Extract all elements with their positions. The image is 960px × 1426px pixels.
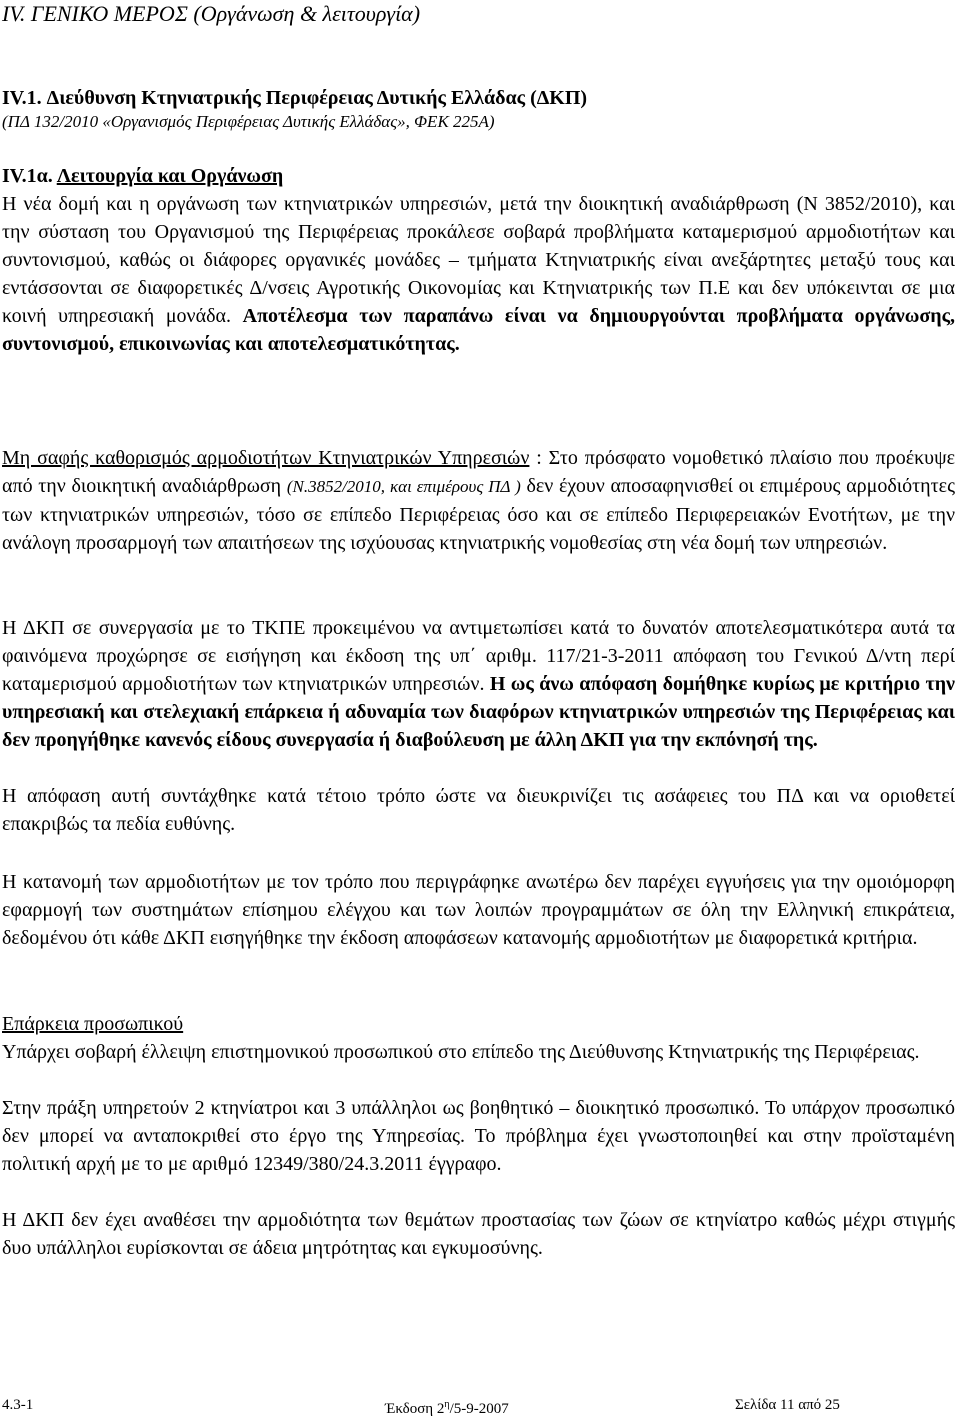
subsection-number: IV.1α. — [2, 165, 57, 187]
section-subtitle: (ΠΔ 132/2010 «Οργανισμός Περιφέρειας Δυτικής Ελλάδας», ΦΕΚ 225Α) — [2, 112, 495, 131]
decision-basis-text: Η ως άνω απόφαση δομήθηκε κυρίως με κριτήριο την υπηρεσιακή και στελεχιακή επάρκεια ή αδυναμία των διαφόρων κτηνιατρικών υπηρεσιών της Περιφέρειας και δεν προηγήθηκε κανενός είδους συνεργασία ή διαβούλευση με άλλη ΔΚΠ για την εκπόνησή της. — [2, 673, 955, 751]
staff-paragraph-1: Υπάρχει σοβαρή έλλειψη επιστημονικού προσωπικού στο επίπεδο της Διεύθυνσης Κτηνιατρικής της Περιφέρειας. — [2, 1041, 920, 1063]
footer-edition-a: Έκδοση 2 — [385, 1401, 445, 1417]
allocation-paragraph: Η κατανομή των αρμοδιοτήτων με τον τρόπο που περιγράφηκε ανωτέρω δεν παρέχει εγγυήσεις για την ομοιόμορφη εφαρμογή των συστημάτων επίσημου ελέγχου και των λοιπών προγραμμάτων σε όλη την Ελληνική επικράτεια, δεδομένου ότι κάθε ΔΚΠ εισηγήθηκε την έκδοση αποφάσεων κατανομής αρμοδιοτήτων με διαφορετικά κριτήρια. — [2, 871, 955, 949]
organisation-consequence: Αποτέλεσμα των παραπάνω είναι να δημιουργούνται προβλήματα οργάνωσης, συντονισμού, επικοινωνίας και αποτελεσματικότητας. — [2, 305, 956, 355]
competence-text-b: δεν έχουν αποσαφηνισθεί οι επιμέρους αρμοδιότητες των κτηνιατρικών υπηρεσιών, τόσο σε επίπεδο Περιφέρειας όσο και σε επίπεδο Περιφερειακών Ενοτήτων, με την ανάλογη προσαρμογή των απαιτήσεων της ισχύουσας κτηνιατρικής νομοθεσίας στη νέα δομή των υπηρεσιών. — [2, 475, 955, 554]
footer-edition-b: /5-9-2007 — [449, 1401, 509, 1417]
organisation-text: Η νέα δομή και η οργάνωση των κτηνιατρικών υπηρεσιών, μετά την διοικητική αναδιάρθρωση (Ν 3852/2010), και την σύσταση του Οργανισμού της Περιφέρειας προκάλεσε σοβαρά προβλήματα καταμερισμού αρμοδιοτήτων και συντονισμού, καθώς οι διάφορες οργανικές μονάδες – τμήματα Κτηνιατρικής είναι ανεξάρτητες μεταξύ τους και εντάσσονται σε διαφορετικές Δ/νσεις Αγροτικής Οικονομίας και Κτηνιατρικής των Π.Ε και δεν υπόκεινται σε μια κοινή υπηρεσιακή μονάδα. — [2, 193, 955, 327]
chapter-heading: IV. ΓΕΝΙΚΟ ΜΕΡΟΣ (Οργάνωση & λειτουργία) — [2, 1, 421, 26]
staff-paragraph-3: Η ΔΚΠ δεν έχει αναθέσει την αρμοδιότητα των θεμάτων προστασίας των ζώων σε κτηνίατρο καθώς μέχρι στιγμής δυο υπάλληλοι ευρίσκονται σε άδεια μητρότητας και εγκυμοσύνης. — [2, 1209, 955, 1259]
competence-paragraph — [2, 444, 955, 557]
footer-edition-sup: η — [444, 1399, 450, 1410]
organisation-paragraph — [2, 190, 955, 358]
staff-heading: Επάρκεια προσωπικού — [2, 1013, 184, 1035]
competence-topic: Μη σαφής καθορισμός αρμοδιοτήτων Κτηνιατρικών Υπηρεσιών — [2, 447, 530, 469]
footer-code: 4.3-1 — [2, 1397, 34, 1413]
subsection-heading — [2, 162, 955, 190]
competence-text-a: : Στο πρόσφατο νομοθετικό πλαίσιο που προέκυψε από την διοικητική αναδιάρθρωση — [2, 447, 955, 497]
decision-paragraph-2: Η απόφαση αυτή συντάχθηκε κατά τέτοιο τρόπο ώστε να διευκρινίζει τις ασάφειες του ΠΔ και να οριοθετεί επακριβώς τα πεδία ευθύνης. — [2, 785, 955, 835]
staff-paragraph-2: Στην πράξη υπηρετούν 2 κτηνίατροι και 3 υπάλληλοι ως βοηθητικό – διοικητικό προσωπικό. Το υπάρχον προσωπικό δεν μπορεί να ανταποκριθεί στο έργο της Υπηρεσίας. Το πρόβλημα έχει γνωστοποιηθεί και στην προϊσταμένη πολιτική αρχή με το με αριθμό 12349/380/24.3.2011 έγγραφο. — [2, 1097, 955, 1175]
footer-edition — [385, 1396, 509, 1418]
decision-text: Η ΔΚΠ σε συνεργασία με το ΤΚΠΕ προκειμένου να αντιμετωπίσει κατά το δυνατόν αποτελεσματικότερα αυτά τα φαινόμενα προχώρησε σε εισήγηση και έκδοση της υπ΄ αριθμ. 117/21-3-2011 απόφαση του Γενικού Δ/ντη περί καταμερισμού αρμοδιοτήτων των κτηνιατρικών υπηρεσιών. — [2, 617, 955, 695]
competence-law-ref: (Ν.3852/2010, και επιμέρους ΠΔ ) — [286, 477, 521, 496]
footer-page-number: Σελίδα 11 από 25 — [735, 1397, 840, 1413]
subsection-title: Λειτουργία και Οργάνωση — [56, 165, 284, 187]
decision-paragraph-1 — [2, 614, 955, 754]
section-title: IV.1. Διεύθυνση Κτηνιατρικής Περιφέρειας Δυτικής Ελλάδας (ΔΚΠ) — [2, 87, 588, 109]
